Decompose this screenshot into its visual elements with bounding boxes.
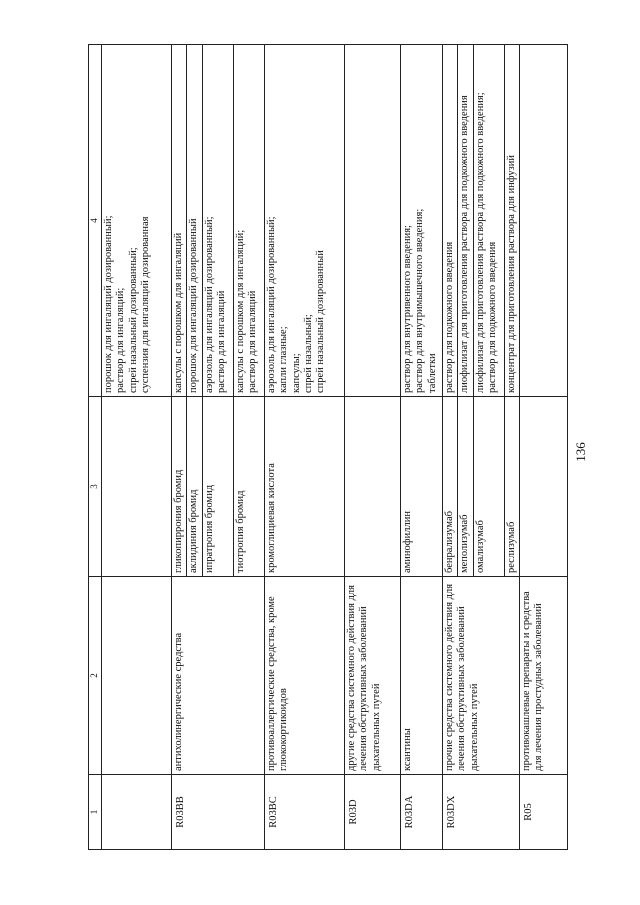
form-line: капсулы с порошком для ингаляций	[172, 45, 187, 396]
drug-cell	[442, 397, 519, 577]
code-cell: R03BC	[264, 775, 344, 850]
form-line: раствор для внутривенного введения;	[401, 225, 413, 393]
form-line: аэрозоль для ингаляций дозированный;	[265, 216, 277, 393]
table-row	[442, 45, 519, 850]
group-cell: антихолинергические средства	[172, 577, 265, 775]
form-line: порошок для ингаляций дозированный;	[103, 215, 114, 393]
forms-cell	[519, 45, 567, 397]
form-line: концентрат для приготовления раствора для инфузий	[505, 155, 517, 393]
forms-cell	[400, 45, 442, 397]
table-row	[172, 45, 265, 850]
group-cell: другие средства системного действия для лечения обструктивных заболеваний дыхательных путей	[344, 577, 400, 775]
table-row	[264, 45, 344, 850]
drug-cell: кромоглициевая кислота	[264, 397, 344, 577]
form-line: суспензия для ингаляций дозированная	[140, 216, 152, 393]
group-cell: противокашлевые препараты и средства для лечения простудных заболеваний	[519, 577, 567, 775]
landscape-sheet	[88, 45, 545, 850]
form-line: аэрозоль для ингаляций дозированный;	[203, 216, 215, 393]
form-group	[474, 45, 505, 396]
drug-name: бенрализумаб	[443, 397, 458, 576]
code-cell: R03D	[344, 775, 400, 850]
form-line: лиофилизат для приготовления раствора для подкожного введения	[458, 45, 473, 396]
forms-cell	[344, 45, 400, 397]
header-col-3: 3	[89, 397, 102, 577]
forms-cell	[264, 45, 344, 397]
drug-name: ипратропия бромид	[203, 397, 234, 576]
group-cell: ксантины	[400, 577, 442, 775]
form-line: раствор для подкожного введения	[443, 45, 458, 396]
form-line: раствор для ингаляций	[216, 290, 228, 393]
code-cell: R03DX	[442, 775, 519, 850]
code-cell: R05	[519, 775, 567, 850]
table-row-carryover	[102, 45, 172, 850]
code-cell: R03BB	[172, 775, 265, 850]
drug-name: омализумаб	[474, 397, 505, 576]
form-line: раствор для ингаляций	[247, 290, 259, 393]
form-group	[234, 45, 264, 396]
rotated-page-area	[88, 45, 545, 850]
table-row	[400, 45, 442, 850]
form-line: раствор для подкожного введения	[486, 241, 498, 393]
header-row	[89, 45, 102, 850]
group-cell	[102, 577, 172, 775]
drug-cell	[344, 397, 400, 577]
group-cell: прочие средства системного действия для лечения обструктивных заболеваний дыхательных путей	[442, 577, 519, 775]
drug-name: реслизумаб	[505, 521, 517, 573]
form-line: капли глазные;	[278, 326, 290, 393]
table-row	[519, 45, 567, 850]
header-col-4: 4	[89, 45, 102, 397]
form-line: спрей назальный дозированный	[315, 250, 327, 393]
form-line: раствор для ингаляций;	[115, 287, 127, 393]
table-row	[344, 45, 400, 850]
header-col-2: 2	[89, 577, 102, 775]
form-line: лиофилизат для приготовления раствора для подкожного введения;	[474, 92, 486, 393]
code-cell	[102, 775, 172, 850]
drug-cell	[519, 397, 567, 577]
drug-name: аклидиния бромид	[187, 397, 202, 576]
drug-cell: аминофиллин	[400, 397, 442, 577]
drug-name: меполизумаб	[458, 397, 473, 576]
form-line: раствор для внутримышечного введения;	[414, 208, 426, 393]
drug-name: гликопиррония бромид	[172, 397, 187, 576]
forms-cell	[442, 45, 519, 397]
drug-name: тиотропия бромид	[234, 490, 246, 573]
form-line: капсулы;	[290, 353, 302, 393]
drug-cell	[102, 397, 172, 577]
forms-cell	[172, 45, 265, 397]
form-line: капсулы с порошком для ингаляций;	[234, 229, 246, 393]
header-col-1: 1	[89, 775, 102, 850]
form-line: таблетки	[426, 353, 438, 393]
form-group	[203, 45, 234, 396]
drug-cell	[172, 397, 265, 577]
form-line: порошок для ингаляций дозированный	[187, 45, 202, 396]
page-number: 136	[573, 442, 588, 462]
group-cell: противоаллергические средства, кроме глюкокортикоидов	[264, 577, 344, 775]
forms-cell	[102, 45, 172, 397]
form-line: спрей назальный;	[302, 314, 314, 393]
medication-table	[88, 44, 568, 850]
form-line: спрей назальный дозированный;	[127, 247, 139, 393]
code-cell: R03DA	[400, 775, 442, 850]
